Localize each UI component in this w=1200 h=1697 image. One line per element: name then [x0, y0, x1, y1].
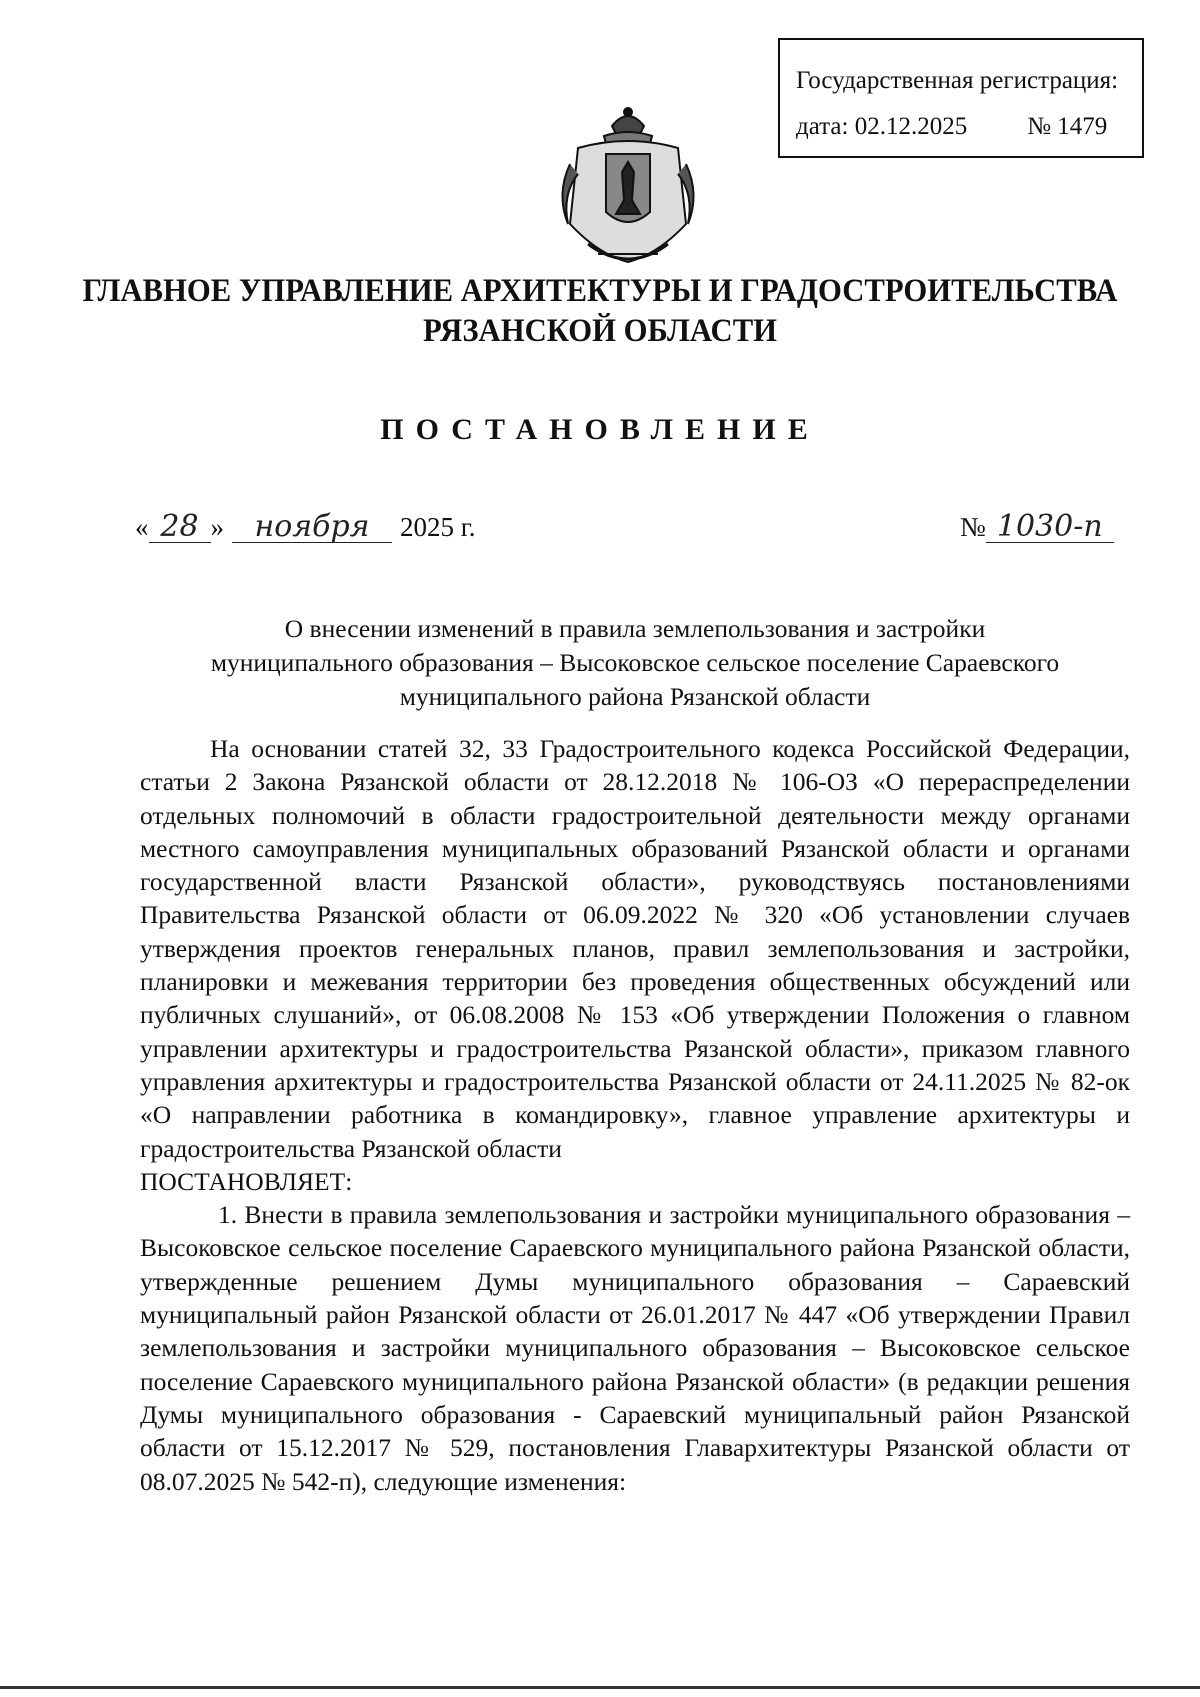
subject-line-1: О внесении изменений в правила землепользования и застройки — [284, 614, 986, 643]
registration-stamp-box — [778, 38, 1144, 158]
coat-of-arms-icon — [548, 104, 708, 276]
page-bottom-rule — [0, 1686, 1200, 1689]
document-subject — [140, 612, 1130, 714]
document-date — [135, 509, 476, 544]
date-year: 2025 г. — [400, 512, 476, 542]
item-1-paragraph: 1. Внести в правила землепользования и застройки муниципального образования – Высоковское сельское поселение Сараевского муниципального района Рязанской области, утвержденные решением Думы муниципального образования – Сараевский муниципальный район Рязанской области от 26.01.2017 № 447 «Об утверждении Правил землепользования и застройки муниципального образования – Высоковское сельское поселение Сараевского муниципального района Рязанской области» (в редакции решения Думы муниципального образования - Сараевский муниципальный район Рязанской области от 15.12.2017 № 529, постановления Главархитектуры Рязанской области от 08.07.2025 № 542-п), следующие изменения: — [140, 1200, 1130, 1496]
document-number — [960, 509, 1114, 544]
handwritten-number: 1030-п — [986, 512, 1114, 543]
number-prefix: № — [960, 512, 986, 542]
registration-number: № 1479 — [1027, 113, 1108, 140]
org-line-1: ГЛАВНОЕ УПРАВЛЕНИЕ АРХИТЕКТУРЫ И ГРАДОСТРОИТЕЛЬСТВА — [82, 273, 1118, 309]
preamble-paragraph: На основании статей 32, 33 Градостроительного кодекса Российской Федерации, статьи 2 Закона Рязанской области от 28.12.2018 № 106-ОЗ «О перераспределении отдельных полномочий в области градостроительной деятельности между органами местного самоуправления муниципальных образований Рязанской области и органами государственной власти Рязанской области», руководствуясь постановлениями Правительства Рязанской области от 06.09.2022 № 320 «Об установлении случаев утверждения проектов генеральных планов, правил землепользования и застройки, планировки и межевания территории без проведения общественных обсуждений или публичных слушаний», от 06.08.2008 № 153 «Об утверждении Положения о главном управлении архитектуры и градостроительства Рязанской области», приказом главного управления архитектуры и градостроительства Рязанской области от 24.11.2025 № 82-ок «О направлении работника в командировку», главное управление архитектуры и градостроительства Рязанской области — [140, 734, 1130, 1163]
document-body — [140, 732, 1130, 1498]
subject-line-3: муниципального района Рязанской области — [399, 682, 871, 711]
org-line-2: РЯЗАНСКОЙ ОБЛАСТИ — [422, 313, 778, 349]
registration-date: дата: 02.12.2025 — [796, 113, 968, 140]
organization-name — [42, 271, 1158, 351]
document-type-title: ПОСТАНОВЛЕНИЕ — [380, 413, 820, 446]
date-close-quote: » — [210, 512, 224, 542]
subject-line-2: муниципального образования – Высоковское сельское поселение Сараевского — [210, 648, 1060, 677]
date-open-quote: « — [135, 512, 149, 542]
handwritten-month: ноября — [232, 512, 392, 543]
handwritten-day: 28 — [149, 512, 211, 543]
registration-title: Государственная регистрация: — [796, 67, 1119, 94]
resolves-heading: ПОСТАНОВЛЯЕТ: — [140, 1166, 353, 1196]
